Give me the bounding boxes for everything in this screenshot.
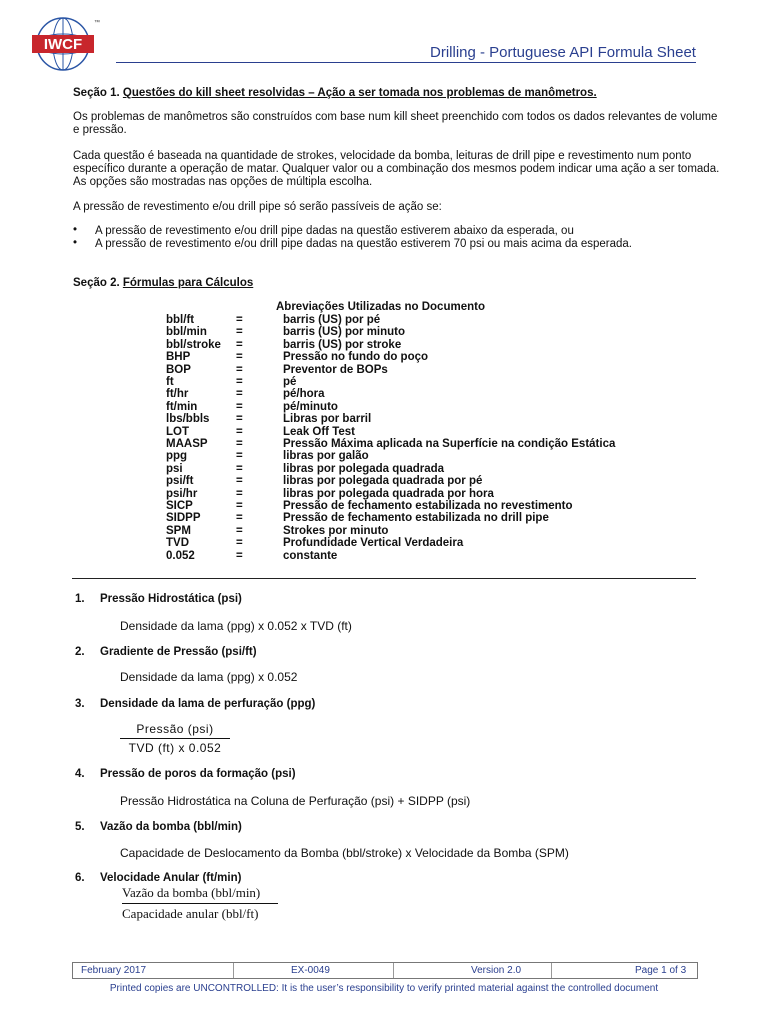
abbreviation-row <box>166 364 626 377</box>
abbreviation-meaning: pé/hora <box>283 388 325 401</box>
formula-5-expression: Capacidade de Deslocamento da Bomba (bbl/stroke) x Velocidade da Bomba (SPM) <box>120 846 569 860</box>
abbreviation-meaning: Pressão Máxima aplicada na Superfície na condição Estática <box>283 438 616 450</box>
footer-separator <box>551 963 552 978</box>
abbreviation-meaning: barris (US) por stroke <box>283 338 402 351</box>
equals-sign: = <box>236 524 243 537</box>
equals-sign: = <box>236 487 243 500</box>
abbreviation-meaning: Leak Off Test <box>283 425 355 438</box>
abbreviation-meaning: Strokes por minuto <box>283 524 389 537</box>
abbreviation-meaning: libras por polegada quadrada por hora <box>283 487 494 500</box>
equals-sign: = <box>236 549 243 562</box>
equals-sign: = <box>236 512 243 525</box>
abbreviation-meaning: Libras por barril <box>283 413 372 426</box>
abbreviation-meaning: Profundidade Vertical Verdadeira <box>283 537 464 550</box>
equals-sign: = <box>236 400 243 413</box>
formula-2-expression: Densidade da lama (ppg) x 0.052 <box>120 670 298 684</box>
iwcf-logo <box>30 16 100 72</box>
footer-bar <box>72 962 698 979</box>
abbreviation-row <box>166 314 626 327</box>
equals-sign: = <box>236 425 243 438</box>
abbreviation-row <box>166 550 626 563</box>
abbreviation-row <box>166 438 626 451</box>
fraction-numerator: Pressão (psi) <box>120 722 230 739</box>
footer-date: February 2017 <box>81 965 147 976</box>
abbreviation-term: 0.052 <box>166 549 195 562</box>
abbreviation-meaning: constante <box>283 549 338 562</box>
abbreviation-row <box>166 426 626 439</box>
list-item: • A pressão de revestimento e/ou drill pipe dadas na questão estiverem 70 psi ou mais acima da esperada. <box>73 237 632 250</box>
formula-1-heading: 1. Pressão Hidrostática (psi) <box>75 593 242 605</box>
abbreviation-row <box>166 512 626 525</box>
abbreviation-row <box>166 401 626 414</box>
abbreviation-row <box>166 488 626 501</box>
abbreviation-term: bbl/ft <box>166 314 195 326</box>
equals-sign: = <box>236 376 243 388</box>
abbreviation-meaning: pé/minuto <box>283 400 338 413</box>
abbreviation-term: SIDPP <box>166 512 201 525</box>
abbreviation-row <box>166 500 626 513</box>
formula-1-expression: Densidade da lama (ppg) x 0.052 x TVD (ft) <box>120 619 352 633</box>
formula-4-expression: Pressão Hidrostática na Coluna de Perfuração (psi) + SIDPP (psi) <box>120 794 471 808</box>
abbreviation-term: SICP <box>166 500 193 512</box>
footer-separator <box>393 963 394 978</box>
abbreviation-term: ppg <box>166 450 188 463</box>
section2-heading: Seção 2. Fórmulas para Cálculos <box>73 277 254 289</box>
abbreviation-meaning: libras por polegada quadrada <box>283 462 445 475</box>
equals-sign: = <box>236 351 243 364</box>
formula-6-fraction <box>122 885 278 922</box>
abbreviation-term: bbl/min <box>166 326 207 339</box>
abbreviation-row <box>166 450 626 463</box>
equals-sign: = <box>236 500 243 512</box>
fraction-numerator: Vazão da bomba (bbl/min) <box>122 885 278 904</box>
section1-paragraph-1: Os problemas de manômetros são construídos com base num kill sheet preenchido com todos os dados relevantes de volume e pressão. <box>73 111 718 136</box>
footer-version: Version 2.0 <box>471 965 522 976</box>
equals-sign: = <box>236 537 243 550</box>
bullet-icon: • <box>73 237 78 249</box>
section1-paragraph-3: A pressão de revestimento e/ou drill pipe só serão passíveis de ação se: <box>73 201 442 213</box>
fraction-denominator: TVD (ft) x 0.052 <box>128 741 222 755</box>
abbreviation-meaning: Pressão no fundo do poço <box>283 351 429 364</box>
divider <box>72 578 696 579</box>
equals-sign: = <box>236 326 243 339</box>
formula-3-fraction <box>120 722 230 755</box>
footer-doc-code: EX-0049 <box>291 965 330 976</box>
abbreviation-term: ft/min <box>166 400 198 413</box>
equals-sign: = <box>236 314 243 326</box>
list-item: • A pressão de revestimento e/ou drill pipe dadas na questão estiverem abaixo da esperada, ou <box>73 224 574 237</box>
section1-heading: Seção 1. Questões do kill sheet resolvidas – Ação a ser tomada nos problemas de manômetros. <box>73 87 597 99</box>
abbreviation-meaning: libras por galão <box>283 450 369 463</box>
document-title: Drilling - Portuguese API Formula Sheet <box>430 44 696 61</box>
footer-page: Page 1 of 3 <box>635 965 687 976</box>
formula-4-heading: 4. Pressão de poros da formação (psi) <box>75 768 296 780</box>
abbreviation-row <box>166 326 626 339</box>
equals-sign: = <box>236 475 243 488</box>
abbreviation-term: bbl/stroke <box>166 338 221 351</box>
fraction-denominator: Capacidade anular (bbl/ft) <box>122 906 259 921</box>
equals-sign: = <box>236 438 243 450</box>
abbreviation-meaning: barris (US) por minuto <box>283 326 406 339</box>
abbreviation-term: TVD <box>166 537 189 550</box>
equals-sign: = <box>236 413 243 426</box>
abbreviation-row <box>166 351 626 364</box>
abbreviation-row <box>166 388 626 401</box>
abbreviation-row <box>166 463 626 476</box>
formula-3-heading: 3. Densidade da lama de perfuração (ppg) <box>75 698 316 710</box>
abbreviation-row <box>166 525 626 538</box>
abbreviation-meaning: Pressão de fechamento estabilizada no drill pipe <box>283 512 549 525</box>
abbreviation-row <box>166 376 626 389</box>
footer-separator <box>233 963 234 978</box>
abbreviation-row <box>166 339 626 352</box>
footer-note: Printed copies are UNCONTROLLED: It is the user’s responsibility to verify printed material against the controlled document <box>109 983 659 994</box>
equals-sign: = <box>236 462 243 475</box>
abbreviation-row <box>166 413 626 426</box>
abbreviation-term: SPM <box>166 524 191 537</box>
section1-paragraph-2: Cada questão é baseada na quantidade de strokes, velocidade da bomba, leituras de drill pipe e revestimento num ponto específico durante a operação de matar. Qualquer valor ou a combinação dos mesmos podem indicar uma ação a ser tomada. As opções são mostradas nas opções de múltipla escolha. <box>73 150 720 188</box>
abbreviation-term: BOP <box>166 363 191 376</box>
abbreviation-meaning: libras por polegada quadrada por pé <box>283 475 483 488</box>
bullet-icon: • <box>73 224 78 236</box>
abbreviation-row <box>166 537 626 550</box>
abbreviation-term: BHP <box>166 351 191 364</box>
equals-sign: = <box>236 338 243 351</box>
abbreviation-term: psi/ft <box>166 475 194 488</box>
abbreviation-term: ft/hr <box>166 388 189 401</box>
abbreviation-term: psi <box>166 462 183 475</box>
equals-sign: = <box>236 450 243 463</box>
abbreviation-term: lbs/bbls <box>166 413 210 426</box>
abbreviation-term: MAASP <box>166 438 208 450</box>
equals-sign: = <box>236 363 243 376</box>
abbreviation-term: psi/hr <box>166 487 198 500</box>
svg-text:™: ™ <box>94 20 100 26</box>
abbreviation-row <box>166 475 626 488</box>
header-rule <box>116 62 696 63</box>
abbreviation-meaning: Preventor de BOPs <box>283 363 388 376</box>
formula-6-heading: 6. Velocidade Anular (ft/min) <box>75 872 242 884</box>
formula-2-heading: 2. Gradiente de Pressão (psi/ft) <box>75 646 257 658</box>
abbreviations-title: Abreviações Utilizadas no Documento <box>276 301 485 313</box>
formula-5-heading: 5. Vazão da bomba (bbl/min) <box>75 821 242 833</box>
abbreviation-term: ft <box>166 376 174 388</box>
abbreviation-term: LOT <box>166 425 189 438</box>
equals-sign: = <box>236 388 243 401</box>
abbreviation-meaning: Pressão de fechamento estabilizada no revestimento <box>283 500 573 512</box>
abbreviation-meaning: pé <box>283 376 297 388</box>
logo-text: IWCF <box>43 36 83 53</box>
abbreviation-meaning: barris (US) por pé <box>283 314 381 326</box>
